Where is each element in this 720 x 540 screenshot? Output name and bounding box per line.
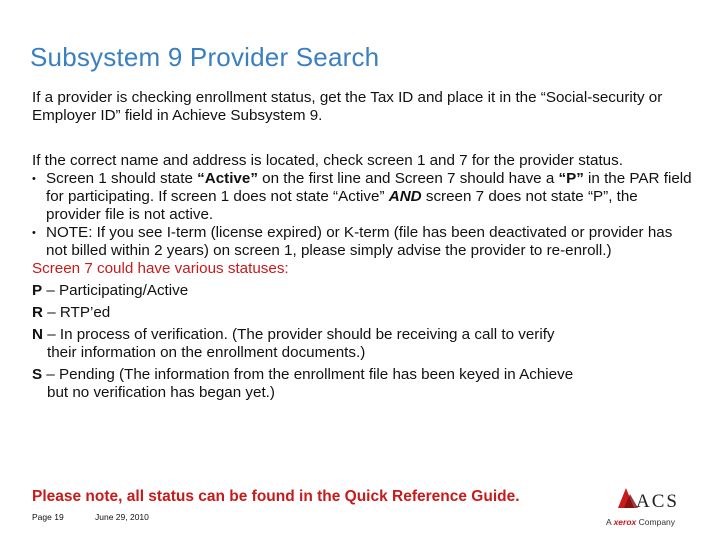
bullet1-and: AND (388, 188, 422, 205)
status-description: – In process of verification. (The provider should be receiving a call to verify (42, 326, 555, 343)
status-code: S (32, 366, 43, 383)
statuses-heading: Screen 7 could have various statuses: (32, 260, 289, 277)
quick-reference-note: Please note, all status can be found in the Quick Reference Guide. (32, 488, 520, 505)
bullet1-p: “P” (558, 170, 584, 187)
status-code: P (32, 282, 43, 299)
intro-paragraph: If a provider is checking enrollment status, get the Tax ID and place it in the “Social-security or Employer ID” field in Achieve Subsystem 9. (32, 89, 663, 124)
status-code: N (32, 326, 43, 343)
bullet1-text-a: Screen 1 should state (46, 170, 198, 187)
bullet-icon: • (32, 173, 36, 185)
page-number: Page 19 (32, 512, 64, 522)
status-item (32, 282, 696, 300)
bullet1-text-b: on the first line and Screen 7 should have a (257, 170, 559, 187)
slide-title: Subsystem 9 Provider Search (30, 42, 380, 72)
bullet2-text: NOTE: If you see I-term (license expired) or K-term (file has been deactivated or provider has not billed within 2 years) on screen 1, please simply advise the provider to re-enroll.) (46, 224, 673, 259)
status-list (32, 282, 696, 402)
status-item (32, 326, 696, 362)
bullet1-text-d: screen 7 does not state “P”, the provider file is not active. (46, 188, 638, 223)
status-item (32, 304, 696, 322)
bullet-note (32, 224, 696, 260)
bullet-icon: • (32, 227, 36, 239)
logo-suffix: Company (638, 517, 676, 527)
bullet1-active: “Active” (197, 170, 258, 187)
logo-prefix: A (606, 517, 612, 527)
xerox-company-tagline (606, 517, 675, 527)
bullet-screen-1 (32, 170, 696, 224)
footer-date: June 29, 2010 (95, 512, 149, 522)
status-code: R (32, 304, 43, 321)
status-description-cont: but no verification has began yet.) (47, 384, 275, 401)
xerox-brand: xerox (613, 517, 637, 527)
status-description: – RTP’ed (42, 304, 111, 321)
logo-wordmark: ACS (636, 491, 679, 512)
status-check-paragraph: If the correct name and address is located, check screen 1 and 7 for the provider status. (32, 152, 623, 169)
status-item (32, 366, 696, 402)
status-description: – Participating/Active (42, 282, 189, 299)
bullet1-text-c: in the PAR field for participating. If screen 1 does not state “Active” (46, 170, 692, 205)
status-instructions (32, 152, 696, 402)
status-description: – Pending (The information from the enrollment file has been keyed in Achieve (42, 366, 574, 383)
status-description-cont: their information on the enrollment documents.) (47, 344, 366, 361)
